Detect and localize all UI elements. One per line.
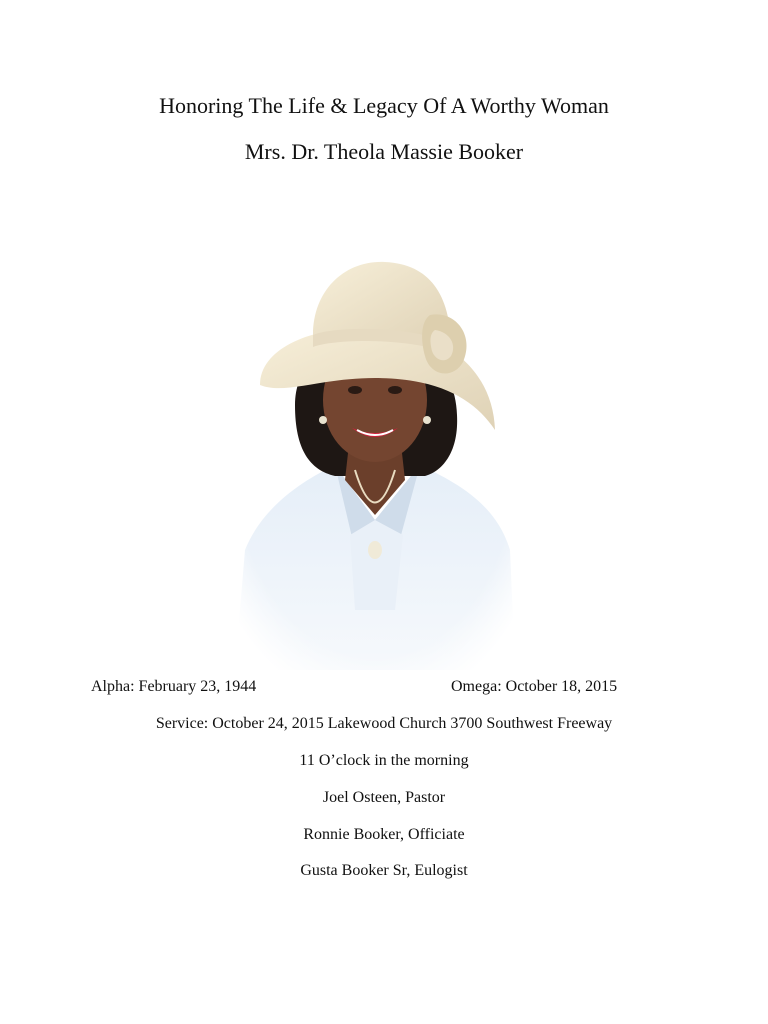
portrait-illustration xyxy=(225,250,525,670)
officiate-line: Ronnie Booker, Officiate xyxy=(303,826,465,843)
omega-date: Omega: October 18, 2015 xyxy=(451,678,618,695)
pastor-line: Joel Osteen, Pastor xyxy=(322,789,446,806)
eulogist-line: Gusta Booker Sr, Eulogist xyxy=(300,862,468,879)
program-title: Honoring The Life & Legacy Of A Worthy Woman xyxy=(159,93,609,118)
service-details: Service: October 24, 2015 Lakewood Church 3700 Southwest Freeway xyxy=(155,715,613,732)
alpha-date: Alpha: February 23, 1944 xyxy=(91,678,257,695)
service-time: 11 O’clock in the morning xyxy=(299,752,469,769)
honoree-name: Mrs. Dr. Theola Massie Booker xyxy=(244,139,524,164)
portrait-photo xyxy=(225,250,525,670)
